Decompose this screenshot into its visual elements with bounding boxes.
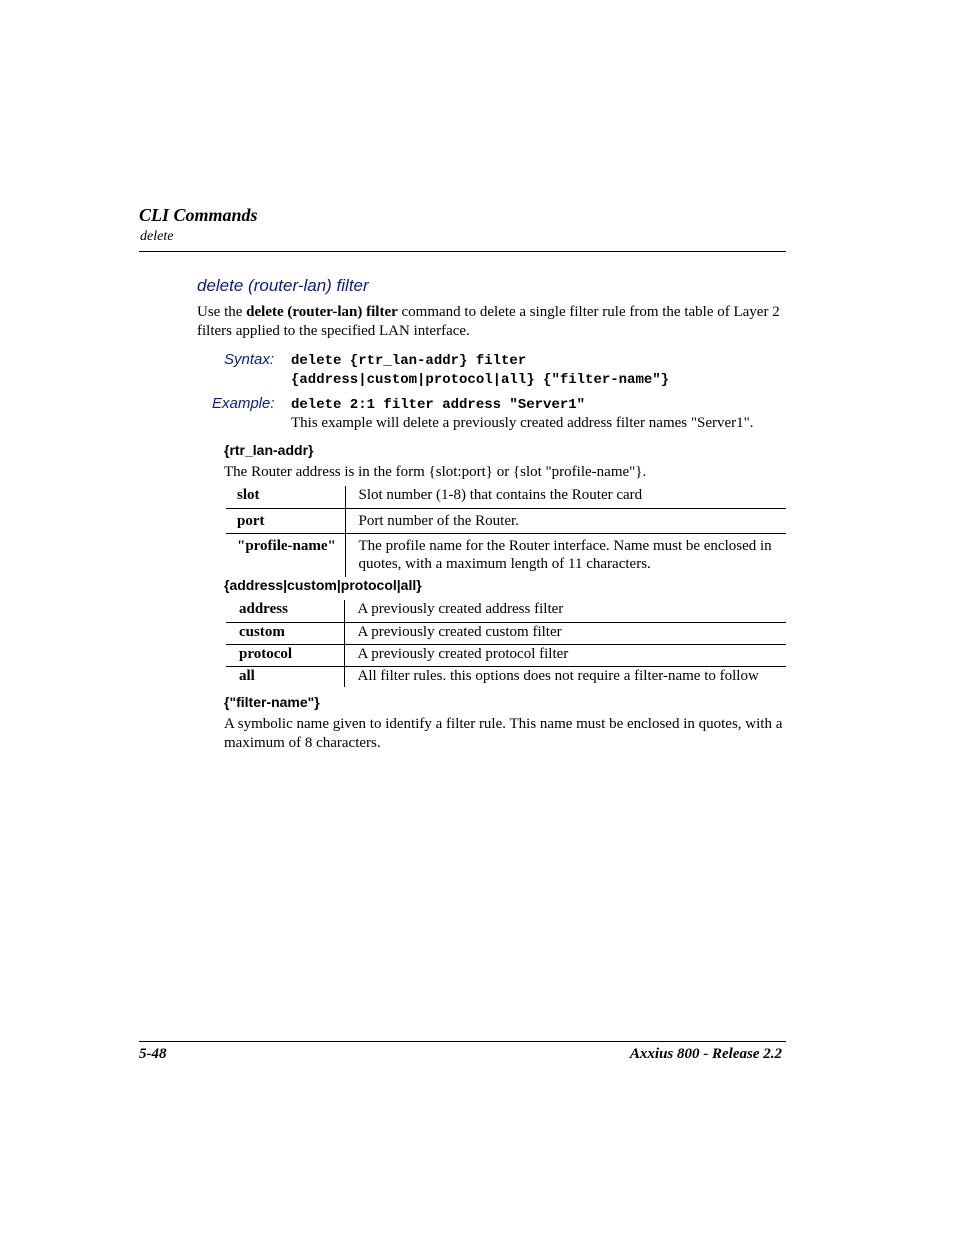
intro-cmd-delete: delete [246,304,284,320]
footer-product: Axxius 800 - Release 2.2 [629,1046,782,1062]
term-profile-name: "profile-name" [226,534,345,578]
desc-profile-name: The profile name for the Router interface. Name must be enclosed in quotes, with a maximum length of 11 characters. [345,534,786,578]
intro-prefix: Use the [197,304,247,320]
footer-rule [139,1041,786,1042]
filter-name-description: A symbolic name given to identify a filter rule. This name must be enclosed in quotes, with a maximum of 8 characters. [224,716,783,751]
filter-type-heading: {address|custom|protocol|all} [224,577,422,593]
rtr-lan-addr-description: The Router address is in the form {slot:port} or {slot "profile-name"}. [224,464,647,480]
syntax-line-2: {address|custom|protocol|all} {"filter-name"} [291,372,670,388]
header-title: CLI Commands [139,205,258,225]
page-number: 5-48 [139,1046,167,1062]
syntax-label: Syntax: [224,351,275,368]
example-label: Example: [212,395,275,412]
intro-cmd-filter: filter [366,304,398,320]
intro-cmd-router-lan: (router-lan) [283,304,367,320]
header-rule [139,251,786,252]
syntax-line-1: delete {rtr_lan-addr} filter [291,353,527,369]
desc-custom: A previously created custom filter [344,623,786,645]
example-command: delete 2:1 filter address "Server1" [291,397,586,413]
term-all: all [226,667,344,688]
term-protocol: protocol [226,645,344,667]
desc-address: A previously created address filter [357,601,564,617]
term-custom: custom [226,623,344,645]
rtr-lan-addr-table [226,486,786,577]
desc-all: All filter rules. this options does not require a filter-name to follow [344,667,786,688]
section-title: delete (router-lan) filter [197,276,369,295]
header-subtitle: delete [140,229,174,244]
table-row [226,645,786,667]
intro-suffix: command to delete a single filter rule from the table of Layer 2 filters applied to the specified LAN interface. [197,304,780,339]
term-port: port [226,509,345,534]
desc-protocol: A previously created protocol filter [344,645,786,667]
table-row [226,667,786,688]
intro-paragraph [197,303,789,341]
filter-name-heading: {"filter-name"} [224,694,320,710]
table-row [226,600,786,623]
desc-port: Port number of the Router. [345,509,786,534]
filter-type-table [226,600,786,687]
table-row [226,623,786,645]
example-description: This example will delete a previously created address filter names "Server1". [291,415,754,431]
table-row [226,486,786,509]
term-slot: slot [226,486,345,509]
table-row [226,509,786,534]
table-row [226,534,786,578]
term-address: address [226,600,344,623]
desc-slot: Slot number (1-8) that contains the Router card [358,487,643,503]
rtr-lan-addr-heading: {rtr_lan-addr} [224,442,314,458]
